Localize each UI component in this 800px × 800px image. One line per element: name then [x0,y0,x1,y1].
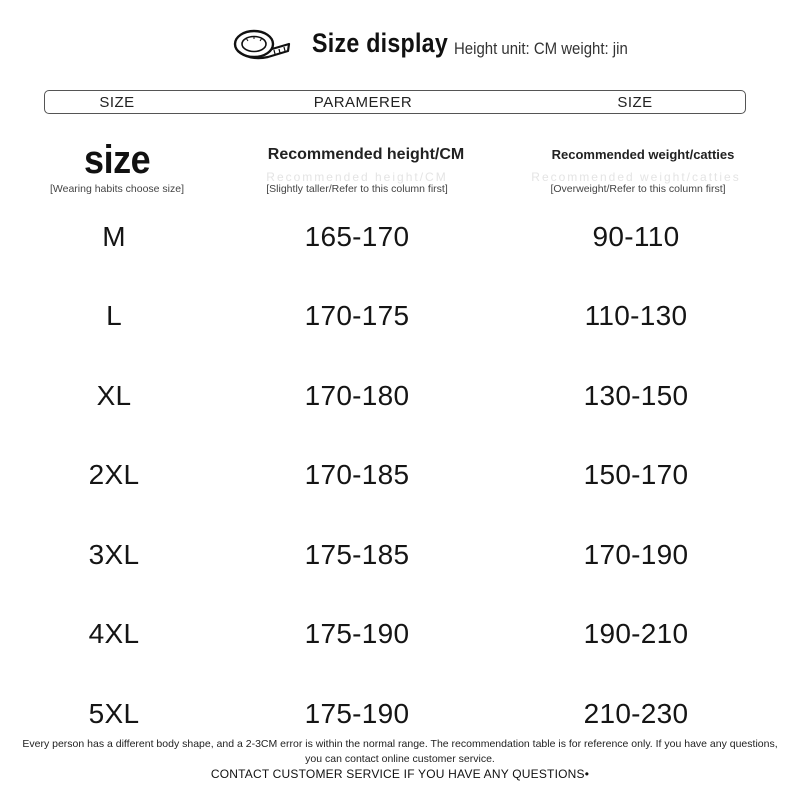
measuring-tape-icon [232,24,292,66]
height-column-subtitle: [Slightly taller/Refer to this column first] [266,183,448,195]
size-value: M [102,221,126,252]
size-value: 5XL [88,698,140,729]
weight-value: 90-110 [592,221,680,252]
weight-column-heading: Recommended weight/catties [551,147,735,162]
unit-note: Height unit: CM weight: jin [454,39,628,58]
contact-customer-service-note: CONTACT CUSTOMER SERVICE IF YOU HAVE ANY QUESTIONS• [210,767,590,781]
height-value: 175-190 [304,618,410,649]
size-value: 2XL [88,459,140,490]
header-parameter: PARAMERER [313,94,413,111]
table-row [0,618,800,658]
weight-value: 150-170 [583,459,689,490]
table-row [0,698,800,738]
weight-value: 190-210 [583,618,689,649]
weight-value: 170-190 [583,539,689,570]
height-column-heading: Recommended height/CM [267,146,465,163]
height-value: 175-190 [304,698,410,729]
page-title: Size display [312,28,449,58]
height-value: 175-185 [304,539,410,570]
height-heading-ghost: Recommended height/CM [266,170,448,184]
header-size-right: SIZE [617,94,653,111]
table-row [0,459,800,499]
weight-heading-ghost: Recommended weight/catties [531,170,741,184]
table-header-bar [44,90,746,114]
table-row [0,221,800,261]
table-row [0,300,800,340]
table-row [0,380,800,420]
height-value: 170-185 [304,459,410,490]
height-value: 165-170 [304,221,410,252]
size-value: L [106,300,122,331]
header-size-left: SIZE [99,94,135,111]
size-column-subtitle: [Wearing habits choose size] [49,183,185,195]
height-value: 170-180 [304,380,410,411]
weight-value: 130-150 [583,380,689,411]
height-value: 170-175 [304,300,410,331]
size-value: 3XL [88,539,140,570]
size-value: XL [96,380,132,411]
size-value: 4XL [88,618,140,649]
table-row [0,539,800,579]
weight-value: 110-130 [584,300,688,331]
weight-value: 210-230 [583,698,689,729]
size-column-heading: size [84,138,151,182]
weight-column-subtitle: [Overweight/Refer to this column first] [550,183,726,195]
title-row [0,22,800,70]
disclaimer-note: Every person has a different body shape, and a 2-3CM error is within the normal range. The recommendation table is for reference only. If you have any questions, you can contact online customer service. [22,738,778,765]
